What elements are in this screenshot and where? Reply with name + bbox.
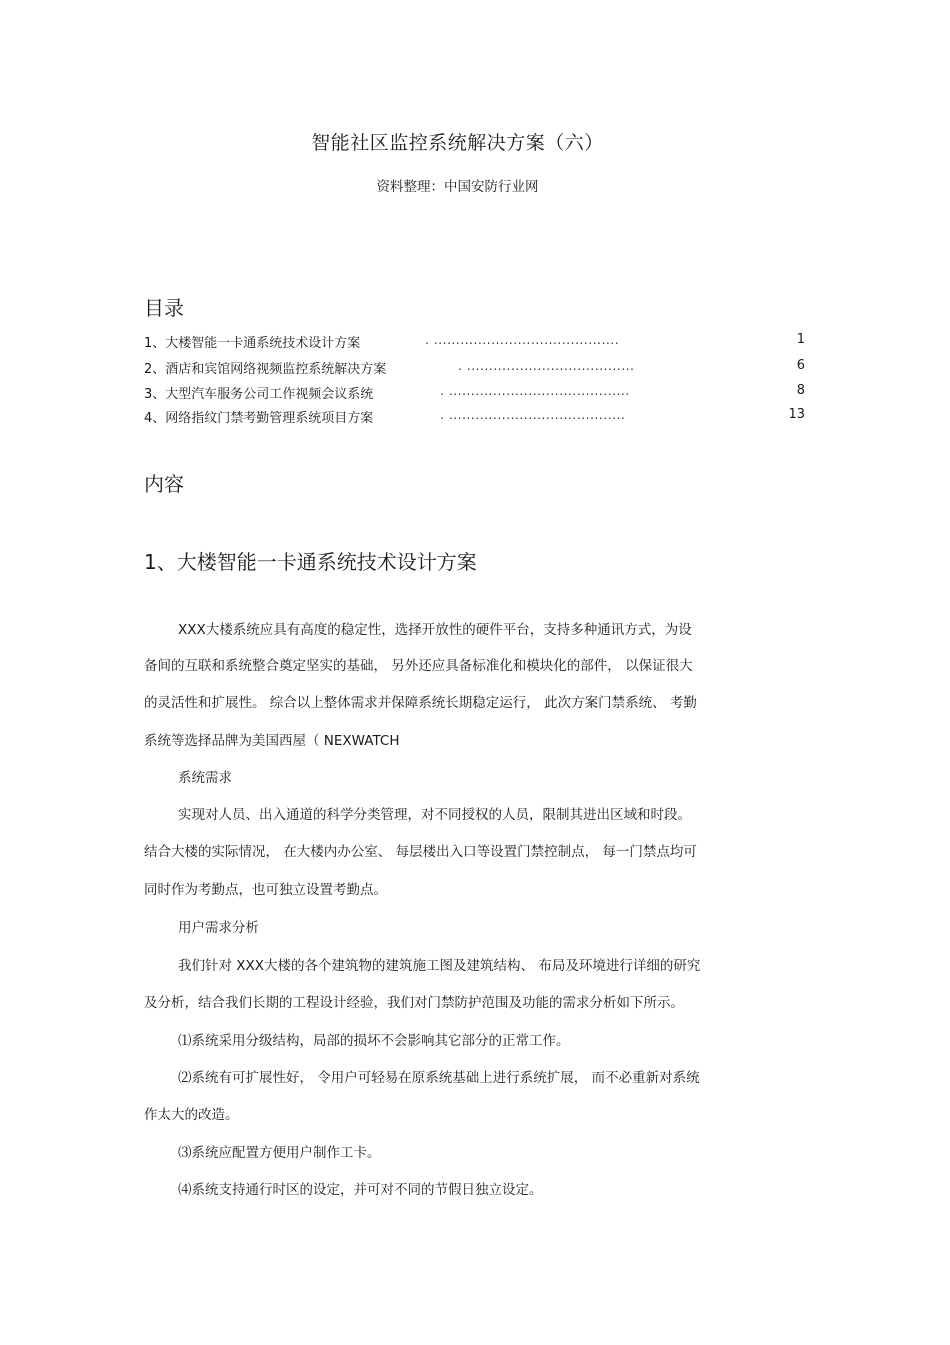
toc-item-label[interactable]: 4、网络指纹门禁考勤管理系统项目方案: [144, 411, 374, 426]
toc-item-page[interactable]: 13: [788, 407, 805, 422]
body-text-line: 系统等选择品牌为美国西屋（ NEXWATCH: [144, 733, 400, 749]
list-item: ⑷系统支持通行时区的设定，并可对不同的节假日独立设定。: [178, 1182, 543, 1198]
body-text-line: 及分析，结合我们长期的工程设计经验，我们对门禁防护范围及功能的需求分析如下所示。: [144, 995, 684, 1011]
body-text-line: XXX大楼系统应具有高度的稳定性，选择开放性的硬件平台，支持多种通讯方式，为设: [178, 622, 692, 638]
toc-item-label[interactable]: 2、酒店和宾馆网络视频监控系统解决方案: [144, 362, 387, 377]
list-item: ⑵系统有可扩展性好， 令用户可轻易在原系统基础上进行系统扩展， 而不必重新对系统: [178, 1070, 700, 1086]
toc-item-dots: . ......................................: [458, 359, 635, 373]
body-text-line: 的灵活性和扩展性。 综合以上整体需求并保障系统长期稳定运行， 此次方案门禁系统、 考勤: [144, 695, 697, 711]
document-subtitle: 资料整理：中国安防行业网: [376, 179, 539, 195]
toc-item-dots: . ........................................: [440, 408, 626, 422]
document-title: 智能社区监控系统解决方案（六）: [311, 132, 604, 154]
toc-heading: 目录: [144, 296, 184, 320]
toc-item-page[interactable]: 6: [796, 358, 805, 373]
toc-item-label[interactable]: 3、大型汽车服务公司工作视频会议系统: [144, 387, 374, 402]
body-text-line: 作太大的改造。: [144, 1107, 239, 1123]
body-text-line: 实现对人员、出入通道的科学分类管理，对不同授权的人员，限制其进出区域和时段。: [178, 807, 691, 823]
toc-item-dots: . ..........................................: [425, 333, 620, 347]
section-title: 1、大楼智能一卡通系统技术设计方案: [144, 550, 477, 574]
body-text-line: 同时作为考勤点，也可独立设置考勤点。: [144, 882, 387, 898]
body-text-line: 备间的互联和系统整合奠定坚实的基础， 另外还应具备标准化和模块化的部件， 以保证很大: [144, 658, 693, 674]
subheading-user-needs: 用户需求分析: [178, 920, 259, 936]
body-text-line: 我们针对 XXX大楼的各个建筑物的建筑施工图及建筑结构、 布局及环境进行详细的研究: [178, 958, 701, 974]
toc-item-page[interactable]: 8: [796, 383, 805, 398]
content-heading: 内容: [144, 472, 184, 496]
list-item: ⑶系统应配置方便用户制作工卡。: [178, 1145, 381, 1161]
toc-item-dots: . .........................................: [440, 384, 630, 398]
toc-item-page[interactable]: 1: [796, 332, 805, 347]
subheading-system-requirements: 系统需求: [178, 770, 232, 786]
body-text-line: 结合大楼的实际情况， 在大楼内办公室、 每层楼出入口等设置门禁控制点， 每一门禁点均可: [144, 844, 697, 860]
toc-item-label[interactable]: 1、大楼智能一卡通系统技术设计方案: [144, 336, 361, 351]
list-item: ⑴系统采用分级结构，局部的损坏不会影响其它部分的正常工作。: [178, 1033, 570, 1049]
